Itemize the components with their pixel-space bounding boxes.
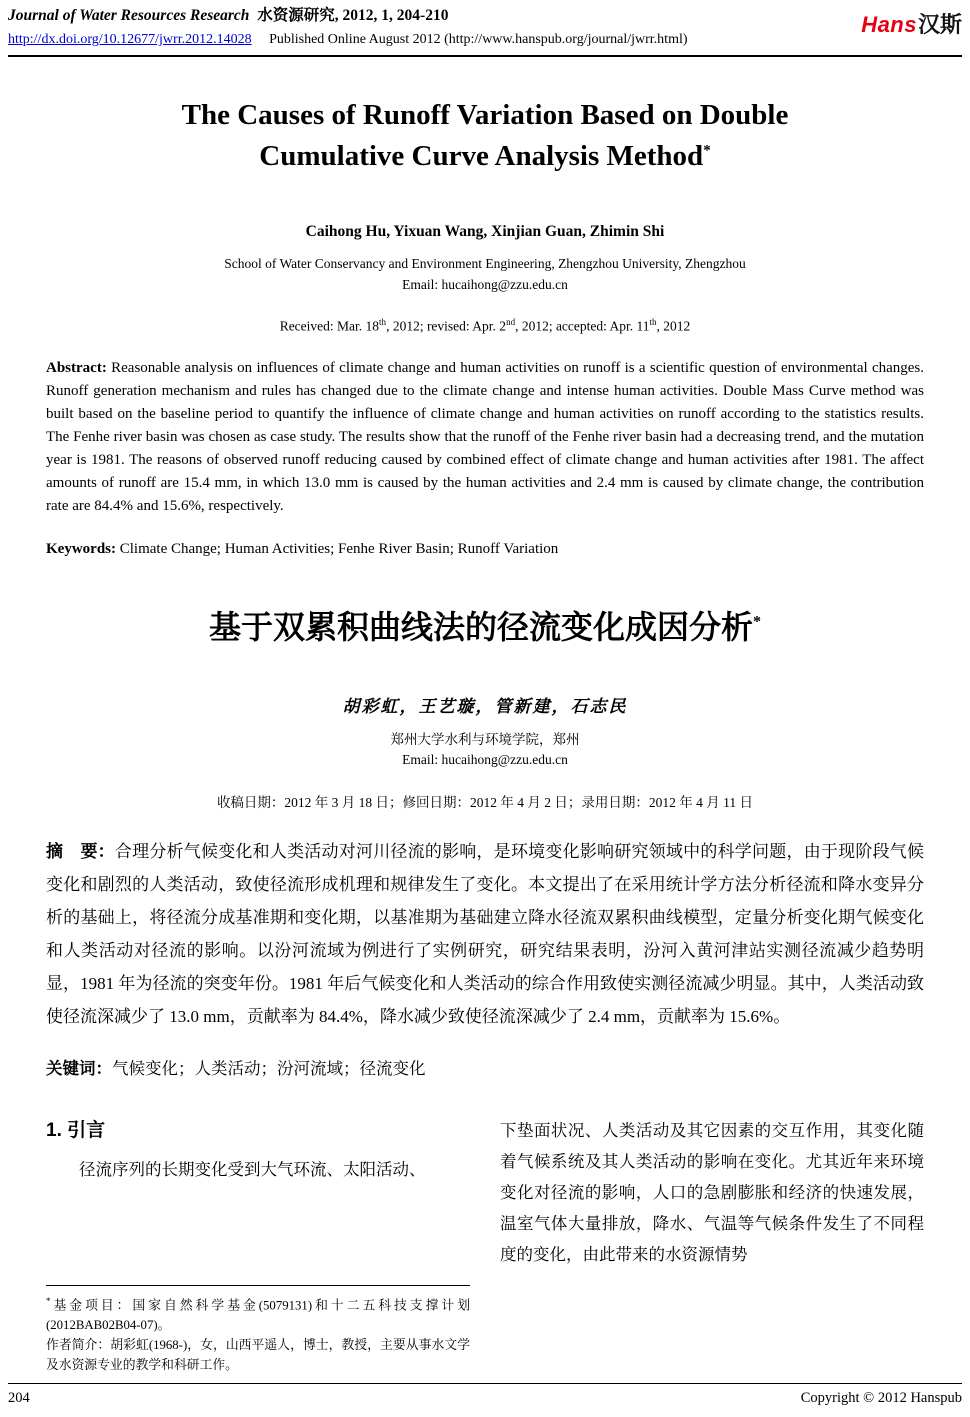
footnote-author-bio: 作者简介：胡彩虹(1968-)，女，山西平遥人，博士，教授，主要从事水文学及水资源专业的教学和科研工作。 (46, 1338, 470, 1372)
date-ordinal-sup: th (379, 317, 387, 328)
doi-line (8, 30, 688, 50)
paper-content (8, 57, 962, 1375)
right-column (500, 1115, 924, 1375)
title-asterisk: * (703, 142, 711, 159)
title-line2: Cumulative Curve Analysis Method (259, 140, 704, 173)
keywords-text-cn: 气候变化；人类活动；汾河流域；径流变化 (112, 1059, 426, 1079)
intro-paragraph-right: 下垫面状况、人类活动及其它因素的交互作用，其变化随着气候系统及其人类活动的影响在变化。尤其近年来环境变化对径流的影响，人口的急剧膨胀和经济的快速发展，温室气体大量排放，降水、气温等气候条件发生了不同程度的变化，由此带来的水资源情势 (500, 1121, 924, 1265)
abstract-label-cn: 摘 要： (46, 842, 115, 862)
received-part: , 2012; accepted: Apr. 11 (515, 318, 650, 334)
email-en: Email: hucaihong@zzu.edu.cn (402, 276, 568, 292)
received-revised-accepted-line (46, 317, 924, 335)
abstract-cn (46, 835, 924, 1033)
published-online-info: Published Online August 2012 (http://www.hanspub.org/journal/jwrr.html) (269, 32, 688, 47)
two-column-body (46, 1115, 924, 1375)
journal-name: Journal of Water Resources Research (8, 7, 250, 24)
journal-issue-info: 水资源研究, 2012, 1, 204-210 (257, 7, 449, 24)
title-cn-asterisk: * (753, 613, 761, 631)
doi-link[interactable]: http://dx.doi.org/10.12677/jwrr.2012.14028 (8, 32, 252, 47)
abstract-text-cn: 合理分析气候变化和人类活动对河川径流的影响，是环境变化影响研究领域中的科学问题，由于现阶段气候变化和剧烈的人类活动，致使径流形成机理和规律发生了变化。本文提出了在采用统计学方法分析径流和降水变异分析的基础上，将径流分成基准期和变化期，以基准期为基础建立降水径流双累积曲线模型，定量分析变化期气候变化和人类活动对径流的影响。以汾河流域为例进行了实例研究，研究结果表明，汾河入黄河津站实测径流减少趋势明显，1981 年为径流的突变年份。1981 年后气候变化和人类活动的综合作用致使实测径流减少明显。其中，人类活动致使径流深减少了 13.0 mm，贡献率为 84.4%，降水减少致使径流深减少了 2.4 mm，贡献率为 15.6%。 (46, 842, 925, 1027)
footnote-asterisk: * (46, 1295, 51, 1306)
affiliation-cn: 郑州大学水利与环境学院，郑州 (390, 731, 580, 747)
title-line1: The Causes of Runoff Variation Based on Double (181, 99, 789, 131)
page-number: 204 (8, 1390, 30, 1406)
copyright-notice: Copyright © 2012 Hanspub (800, 1390, 962, 1406)
intro-paragraph-left: 径流序列的长期变化受到大气环流、太阳活动、 (79, 1160, 426, 1180)
affiliation-en: School of Water Conservancy and Environment Engineering, Zhengzhou University, Zhengzhou (224, 256, 746, 272)
date-ordinal-sup: th (649, 317, 657, 328)
received-part: , 2012 (656, 318, 691, 334)
abstract-en (46, 357, 924, 518)
date-ordinal-sup: nd (506, 317, 516, 328)
keywords-label-cn: 关键词： (46, 1060, 112, 1079)
title-cn-text: 基于双累积曲线法的径流变化成因分析 (208, 608, 753, 645)
paper-title-cn (46, 602, 924, 648)
footnote-funding (46, 1291, 470, 1335)
abstract-label-en: Abstract: (46, 359, 107, 376)
authors-en: Caihong Hu, Yixuan Wang, Xinjian Guan, Zhimin Shi (305, 223, 665, 241)
hans-logo-zh: 汉斯 (917, 12, 962, 37)
received-part: Received: Mar. 18 (279, 318, 380, 334)
keywords-en (46, 541, 924, 558)
hans-publisher-logo (861, 8, 962, 39)
header-text-block (8, 6, 688, 50)
keywords-text-en: Climate Change; Human Activities; Fenhe River Basin; Runoff Variation (119, 540, 559, 557)
keywords-label-en: Keywords: (46, 540, 116, 557)
paper-title-en (46, 95, 924, 177)
dates-cn: 收稿日期：2012 年 3 月 18 日；修回日期：2012 年 4 月 2 日；录用日期：2012 年 4 月 11 日 (216, 795, 754, 811)
authors-cn: 胡彩虹，王艺璇，管新建，石志民 (342, 696, 628, 716)
left-column (46, 1115, 470, 1375)
section-1-heading: 1. 引言 (46, 1120, 106, 1142)
received-part: , 2012; revised: Apr. 2 (386, 318, 507, 334)
keywords-cn (46, 1055, 924, 1079)
journal-line (8, 6, 688, 26)
footnote-funding-text: 基金项目：国家自然科学基金(5079131)和十二五科技支撑计划(2012BAB02B04-07)。 (46, 1298, 470, 1332)
page-footer (8, 1383, 962, 1407)
journal-header (8, 6, 962, 50)
abstract-text-en: Reasonable analysis on influences of climate change and human activities on runoff is a scientific question of environmental changes. Runoff generation mechanism and rules has changed due to the climate change and intense human activities. Double Mass Curve method was built based on the baseline period to quantify the influence of climate change and human activities on runoff according to the statistics results. The Fenhe river basin was chosen as case study. The results show that the runoff of the Fenhe river basin had a decreasing trend, and the mutation year is 1981. The reasons of observed runoff reducing caused by combined effect of climate change and human activities after 1981. The affect amounts of runoff are 15.4 mm, in which 13.0 mm is caused by the human activities and 2.4 mm is caused by climate change, the contribution rate are 84.4% and 15.6%, respectively. (46, 359, 925, 514)
hans-logo-en: Hans (861, 12, 917, 37)
email-cn: Email: hucaihong@zzu.edu.cn (402, 752, 568, 768)
footnote-block (46, 1285, 470, 1375)
